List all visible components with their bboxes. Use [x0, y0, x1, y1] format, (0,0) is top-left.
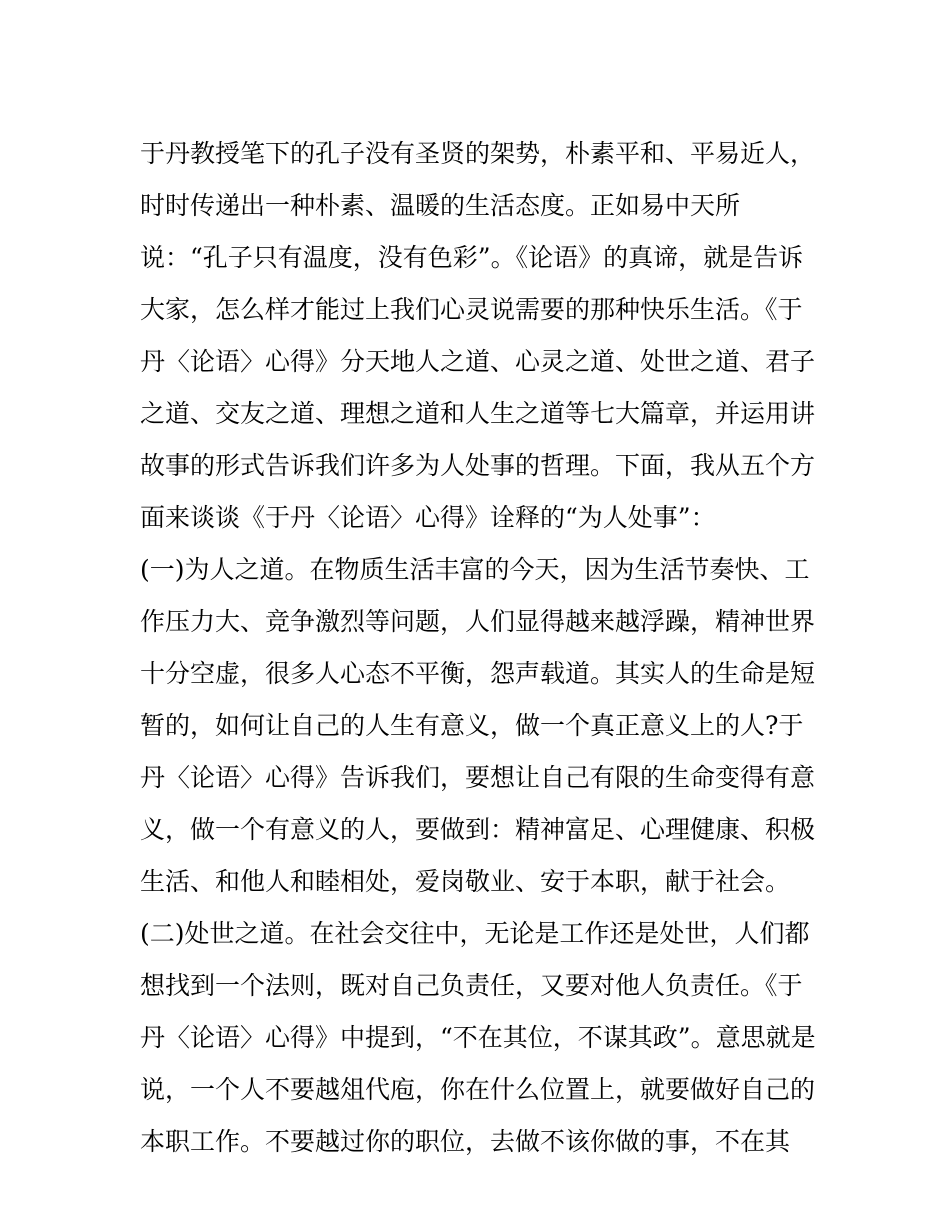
text-line: 十分空虚，很多人心态不平衡，怨声载道。其实人的生命是短	[140, 659, 816, 688]
text-line: 时时传递出一种朴素、温暖的生活态度。正如易中天所	[140, 191, 741, 220]
text-line: 说，一个人不要越俎代庖，你在什么位置上，就要做好自己的	[140, 1075, 816, 1104]
text-line: 之道、交友之道、理想之道和人生之道等七大篇章，并运用讲	[140, 399, 816, 428]
text-line: 暂的，如何让自己的人生有意义，做一个真正意义上的人?于	[140, 711, 804, 740]
text-line: 生活、和他人和睦相处，爱岗敬业、安于本职，献于社会。	[140, 867, 791, 896]
text-line: 想找到一个法则，既对自己负责任，又要对他人负责任。《于	[140, 971, 803, 1000]
text-line: 义，做一个有意义的人，要做到：精神富足、心理健康、积极	[140, 815, 816, 844]
text-line: 丹〈论语〉心得》告诉我们，要想让自己有限的生命变得有意	[140, 763, 816, 792]
text-line: 面来谈谈《于丹〈论语〉心得》诠释的“为人处事”：	[140, 503, 716, 532]
text-line: (二)处世之道。在社会交往中，无论是工作还是处世，人们都	[140, 919, 810, 948]
text-line: 丹〈论语〉心得》中提到，“不在其位，不谋其政”。意思就是	[140, 1023, 816, 1052]
text-line: 大家，怎么样才能过上我们心灵说需要的那种快乐生活。《于	[140, 295, 803, 324]
text-line: 故事的形式告诉我们许多为人处事的哲理。下面，我从五个方	[140, 451, 816, 480]
text-line: 本职工作。不要越过你的职位，去做不该你做的事，不在其	[140, 1127, 791, 1156]
text-line: 丹〈论语〉心得》分天地人之道、心灵之道、处世之道、君子	[140, 347, 816, 376]
body-text	[140, 128, 820, 1168]
text-line: 于丹教授笔下的孔子没有圣贤的架势，朴素平和、平易近人，	[140, 139, 816, 168]
text-line: (一)为人之道。在物质生活丰富的今天，因为生活节奏快、工	[140, 555, 810, 584]
text-line: 作压力大、竞争激烈等问题，人们显得越来越浮躁，精神世界	[140, 607, 816, 636]
text-line: 说：“孔子只有温度，没有色彩”。《论语》的真谛，就是告诉	[140, 243, 804, 272]
